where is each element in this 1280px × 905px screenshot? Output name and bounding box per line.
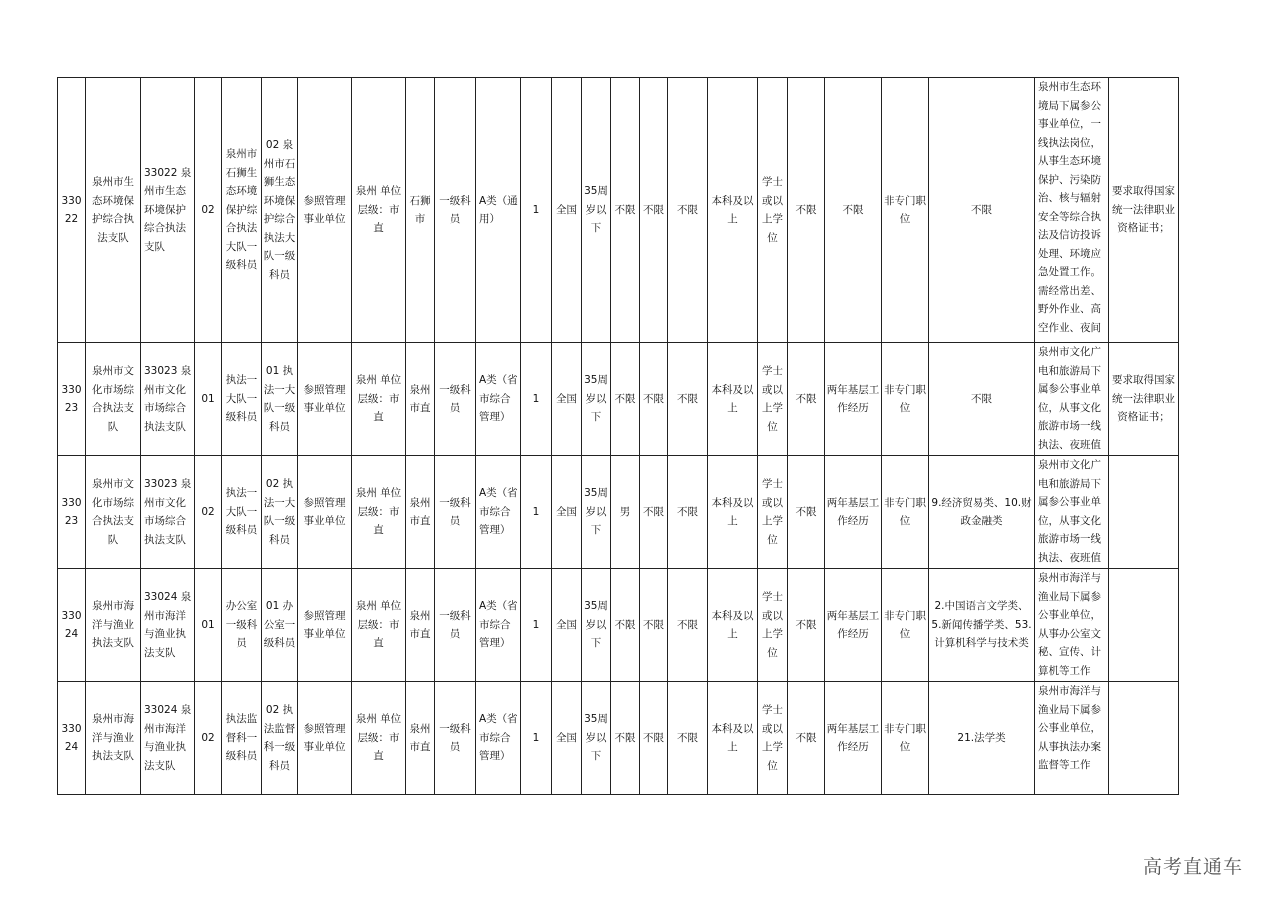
row-age-cell: 35周岁以下	[582, 569, 611, 682]
row-nature-cell: 参照管理事业单位	[298, 569, 352, 682]
row-limit-cell: 不限	[788, 78, 825, 343]
row-rank-cell: 一级科员	[435, 456, 476, 569]
row-limit-cell: 不限	[668, 343, 708, 456]
row-code-cell: 33024	[58, 682, 86, 795]
row-num-cell: 1	[521, 682, 552, 795]
row-limit-cell: 不限	[788, 343, 825, 456]
row-unit-cell: 33023 泉州市文化市场综合执法支队	[141, 343, 195, 456]
row-num-cell: 1	[521, 456, 552, 569]
row-major-cell: 9.经济贸易类、10.财政金融类	[929, 456, 1035, 569]
row-rank-cell: 一级科员	[435, 343, 476, 456]
row-code-cell: 33022	[58, 78, 86, 343]
row-nature-cell: 参照管理事业单位	[298, 456, 352, 569]
row-post-cell: 泉州市石狮生态环境保护综合执法大队一级科员	[222, 78, 262, 343]
table-row	[58, 78, 1179, 343]
row-gender-cell: 男	[611, 456, 640, 569]
row-major-cell: 不限	[929, 343, 1035, 456]
row-level-cell: 泉州 单位层级：市直	[352, 78, 406, 343]
row-area-cell: 泉州市直	[406, 682, 435, 795]
row-post-code-cell: 02 执法一大队一级科员	[262, 456, 298, 569]
watermark-text: 高考直通车	[1143, 856, 1244, 878]
row-note-cell	[1109, 682, 1179, 795]
row-category-cell: A类（省市综合管理）	[476, 682, 521, 795]
row-edu-cell: 本科及以上	[708, 569, 758, 682]
row-seq-cell: 01	[195, 343, 222, 456]
row-desc-cell: 泉州市文化广电和旅游局下属参公事业单位，从事文化旅游市场一线执法、夜班值	[1035, 456, 1109, 569]
row-rank-cell: 一级科员	[435, 78, 476, 343]
row-dept-cell: 泉州市生态环境保护综合执法支队	[86, 78, 141, 343]
row-unit-cell: 33024 泉州市海洋与渔业执法支队	[141, 682, 195, 795]
row-area-cell: 石狮市	[406, 78, 435, 343]
row-limit-cell: 不限	[668, 456, 708, 569]
row-limit-cell: 不限	[640, 682, 668, 795]
table-row	[58, 569, 1179, 682]
row-dept-cell: 泉州市文化市场综合执法支队	[86, 343, 141, 456]
row-code-cell: 33023	[58, 456, 86, 569]
row-seq-cell: 02	[195, 78, 222, 343]
row-nature-cell: 参照管理事业单位	[298, 78, 352, 343]
row-exp-cell: 两年基层工作经历	[825, 456, 882, 569]
recruitment-table	[57, 77, 1179, 795]
row-post-code-cell: 01 执法一大队一级科员	[262, 343, 298, 456]
row-edu-cell: 本科及以上	[708, 343, 758, 456]
row-exp-cell: 两年基层工作经历	[825, 682, 882, 795]
row-area-cell: 泉州市直	[406, 343, 435, 456]
row-area-cell: 泉州市直	[406, 569, 435, 682]
row-nature-cell: 参照管理事业单位	[298, 343, 352, 456]
row-edu-cell: 本科及以上	[708, 456, 758, 569]
row-category-cell: A类（省市综合管理）	[476, 456, 521, 569]
row-unit-cell: 33023 泉州市文化市场综合执法支队	[141, 456, 195, 569]
row-num-cell: 1	[521, 569, 552, 682]
row-age-cell: 35周岁以下	[582, 456, 611, 569]
row-rank-cell: 一级科员	[435, 569, 476, 682]
row-major-cell: 21.法学类	[929, 682, 1035, 795]
row-scope-cell: 全国	[552, 343, 582, 456]
row-limit-cell: 不限	[788, 569, 825, 682]
row-seq-cell: 02	[195, 682, 222, 795]
row-nature-cell: 参照管理事业单位	[298, 682, 352, 795]
row-age-cell: 35周岁以下	[582, 343, 611, 456]
row-post-code-cell: 02 执法监督科一级科员	[262, 682, 298, 795]
row-special-cell: 非专门职位	[882, 456, 929, 569]
row-gender-cell: 不限	[611, 78, 640, 343]
row-special-cell: 非专门职位	[882, 78, 929, 343]
table-row	[58, 456, 1179, 569]
row-edu-cell: 本科及以上	[708, 78, 758, 343]
row-limit-cell: 不限	[668, 569, 708, 682]
row-major-cell: 不限	[929, 78, 1035, 343]
row-desc-cell: 泉州市生态环境局下属参公事业单位，一线执法岗位，从事生态环境保护、污染防治、核与辐射安全等综合执法及信访投诉处理、环境应急处置工作。需经常出差、野外作业、高空作业、夜间	[1035, 78, 1109, 343]
row-note-cell: 要求取得国家统一法律职业资格证书；	[1109, 78, 1179, 343]
row-degree-cell: 学士或以上学位	[758, 682, 788, 795]
row-gender-cell: 不限	[611, 569, 640, 682]
row-limit-cell: 不限	[640, 78, 668, 343]
row-post-cell: 执法一大队一级科员	[222, 343, 262, 456]
row-note-cell: 要求取得国家统一法律职业资格证书；	[1109, 343, 1179, 456]
row-note-cell	[1109, 456, 1179, 569]
row-age-cell: 35周岁以下	[582, 78, 611, 343]
row-level-cell: 泉州 单位层级：市直	[352, 343, 406, 456]
row-limit-cell: 不限	[640, 456, 668, 569]
row-limit-cell: 不限	[668, 78, 708, 343]
row-gender-cell: 不限	[611, 682, 640, 795]
row-scope-cell: 全国	[552, 78, 582, 343]
row-seq-cell: 02	[195, 456, 222, 569]
row-limit-cell: 不限	[788, 456, 825, 569]
table-row	[58, 682, 1179, 795]
row-scope-cell: 全国	[552, 682, 582, 795]
row-post-code-cell: 01 办公室一级科员	[262, 569, 298, 682]
row-area-cell: 泉州市直	[406, 456, 435, 569]
row-limit-cell: 不限	[788, 682, 825, 795]
row-post-code-cell: 02 泉州市石狮生态环境保护综合执法大队一级科员	[262, 78, 298, 343]
row-post-cell: 执法监督科一级科员	[222, 682, 262, 795]
row-dept-cell: 泉州市海洋与渔业执法支队	[86, 682, 141, 795]
row-category-cell: A类（省市综合管理）	[476, 343, 521, 456]
row-level-cell: 泉州 单位层级：市直	[352, 456, 406, 569]
row-special-cell: 非专门职位	[882, 682, 929, 795]
row-dept-cell: 泉州市海洋与渔业执法支队	[86, 569, 141, 682]
row-level-cell: 泉州 单位层级：市直	[352, 682, 406, 795]
row-limit-cell: 不限	[640, 569, 668, 682]
row-post-cell: 执法一大队一级科员	[222, 456, 262, 569]
row-unit-cell: 33022 泉州市生态环境保护综合执法支队	[141, 78, 195, 343]
row-special-cell: 非专门职位	[882, 569, 929, 682]
row-post-cell: 办公室一级科员	[222, 569, 262, 682]
row-major-cell: 2.中国语言文学类、5.新闻传播学类、53.计算机科学与技术类	[929, 569, 1035, 682]
row-num-cell: 1	[521, 78, 552, 343]
row-limit-cell: 不限	[668, 682, 708, 795]
row-limit-cell: 不限	[640, 343, 668, 456]
table-row	[58, 343, 1179, 456]
row-unit-cell: 33024 泉州市海洋与渔业执法支队	[141, 569, 195, 682]
row-note-cell	[1109, 569, 1179, 682]
row-special-cell: 非专门职位	[882, 343, 929, 456]
row-exp-cell: 不限	[825, 78, 882, 343]
row-category-cell: A类（省市综合管理）	[476, 569, 521, 682]
row-exp-cell: 两年基层工作经历	[825, 569, 882, 682]
row-code-cell: 33023	[58, 343, 86, 456]
row-degree-cell: 学士或以上学位	[758, 456, 788, 569]
row-num-cell: 1	[521, 343, 552, 456]
row-degree-cell: 学士或以上学位	[758, 569, 788, 682]
row-degree-cell: 学士或以上学位	[758, 343, 788, 456]
row-exp-cell: 两年基层工作经历	[825, 343, 882, 456]
row-dept-cell: 泉州市文化市场综合执法支队	[86, 456, 141, 569]
row-code-cell: 33024	[58, 569, 86, 682]
row-seq-cell: 01	[195, 569, 222, 682]
row-scope-cell: 全国	[552, 456, 582, 569]
row-degree-cell: 学士或以上学位	[758, 78, 788, 343]
row-rank-cell: 一级科员	[435, 682, 476, 795]
row-category-cell: A类（通用）	[476, 78, 521, 343]
row-desc-cell: 泉州市海洋与渔业局下属参公事业单位，从事办公室文秘、宣传、计算机等工作	[1035, 569, 1109, 682]
row-desc-cell: 泉州市海洋与渔业局下属参公事业单位，从事执法办案监督等工作	[1035, 682, 1109, 795]
row-gender-cell: 不限	[611, 343, 640, 456]
row-level-cell: 泉州 单位层级：市直	[352, 569, 406, 682]
row-scope-cell: 全国	[552, 569, 582, 682]
row-age-cell: 35周岁以下	[582, 682, 611, 795]
row-edu-cell: 本科及以上	[708, 682, 758, 795]
row-desc-cell: 泉州市文化广电和旅游局下属参公事业单位，从事文化旅游市场一线执法、夜班值	[1035, 343, 1109, 456]
